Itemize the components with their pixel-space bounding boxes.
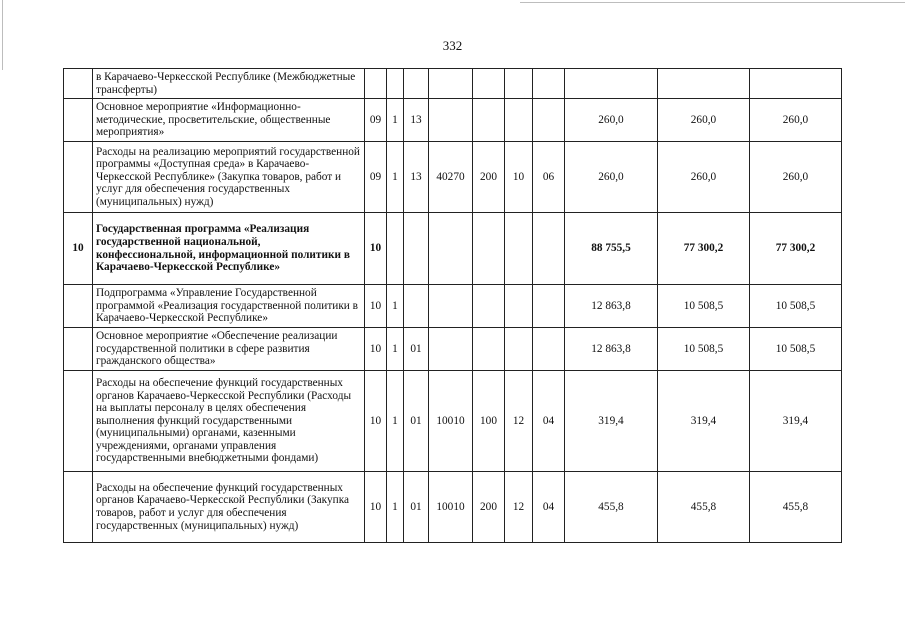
code-direction	[429, 69, 473, 99]
row-description: Расходы на обеспечение функций государственных органов Карачаево-Черкесской Республики (Расходы на выплаты персоналу в целях обеспечения выполнения функций государственными (муниципальными) органами, казенными учреждениями, органами управления государственными внебюджетными фондами)	[93, 371, 365, 472]
row-description: Расходы на обеспечение функций государственных органов Карачаево-Черкесской Республики (Закупка товаров, работ и услуг для обеспечения государственных (муниципальных) нужд)	[93, 472, 365, 543]
code-main-measure	[404, 69, 429, 99]
code-expense-type	[473, 328, 505, 371]
amount-year-1: 88 755,5	[565, 213, 658, 285]
table-row	[64, 371, 842, 472]
page-number: 332	[442, 38, 463, 53]
code-main-measure: 01	[404, 371, 429, 472]
code-program: 10	[365, 472, 387, 543]
code-subprogram: 1	[387, 472, 404, 543]
table-row	[64, 472, 842, 543]
amount-year-3: 10 508,5	[750, 285, 842, 328]
code-section	[505, 285, 533, 328]
row-description: Подпрограмма «Управление Государственной программой «Реализация государственной политики в Карачаево-Черкесской Республике»	[93, 285, 365, 328]
code-program: 10	[365, 328, 387, 371]
code-subsection	[533, 213, 565, 285]
amount-year-2: 260,0	[658, 99, 750, 142]
code-subsection	[533, 328, 565, 371]
code-main-measure: 01	[404, 472, 429, 543]
code-subprogram: 1	[387, 285, 404, 328]
code-expense-type	[473, 285, 505, 328]
code-expense-type	[473, 69, 505, 99]
table-row	[64, 69, 842, 99]
code-program: 09	[365, 99, 387, 142]
code-section: 12	[505, 472, 533, 543]
code-subprogram: 1	[387, 371, 404, 472]
row-description: в Карачаево-Черкесской Республике (Межбюджетные трансферты)	[93, 69, 365, 99]
code-section	[505, 69, 533, 99]
code-subsection: 06	[533, 142, 565, 213]
code-expense-type: 200	[473, 472, 505, 543]
amount-year-2: 319,4	[658, 371, 750, 472]
amount-year-3: 319,4	[750, 371, 842, 472]
row-number	[64, 328, 93, 371]
amount-year-1: 260,0	[565, 99, 658, 142]
code-direction: 10010	[429, 371, 473, 472]
code-section: 12	[505, 371, 533, 472]
amount-year-3: 260,0	[750, 99, 842, 142]
row-description: Расходы на реализацию мероприятий государственной программы «Доступная среда» в Карачаево-Черкесской Республике» (Закупка товаров, работ и услуг для обеспечения государственных (муниципальных) нужд)	[93, 142, 365, 213]
amount-year-3: 260,0	[750, 142, 842, 213]
budget-table-body	[64, 69, 842, 543]
row-description: Основное мероприятие «Информационно-методические, просветительские, общественные мероприятия»	[93, 99, 365, 142]
code-expense-type: 200	[473, 142, 505, 213]
row-description: Основное мероприятие «Обеспечение реализации государственной политики в сфере развития гражданского общества»	[93, 328, 365, 371]
amount-year-1: 455,8	[565, 472, 658, 543]
code-expense-type: 100	[473, 371, 505, 472]
code-subsection	[533, 99, 565, 142]
code-program	[365, 69, 387, 99]
code-subsection: 04	[533, 472, 565, 543]
row-number	[64, 69, 93, 99]
amount-year-1: 260,0	[565, 142, 658, 213]
code-direction	[429, 213, 473, 285]
amount-year-3: 455,8	[750, 472, 842, 543]
code-program: 10	[365, 213, 387, 285]
code-expense-type	[473, 213, 505, 285]
amount-year-2: 77 300,2	[658, 213, 750, 285]
table-row	[64, 99, 842, 142]
budget-table	[63, 68, 842, 543]
code-section	[505, 213, 533, 285]
code-subprogram: 1	[387, 328, 404, 371]
amount-year-1: 12 863,8	[565, 285, 658, 328]
code-direction	[429, 99, 473, 142]
code-main-measure: 01	[404, 328, 429, 371]
amount-year-2: 260,0	[658, 142, 750, 213]
code-direction: 10010	[429, 472, 473, 543]
row-number	[64, 285, 93, 328]
amount-year-2: 10 508,5	[658, 328, 750, 371]
table-row	[64, 142, 842, 213]
scan-edge-line-left	[2, 0, 3, 70]
row-number	[64, 472, 93, 543]
code-direction: 40270	[429, 142, 473, 213]
code-program: 10	[365, 371, 387, 472]
amount-year-2: 455,8	[658, 472, 750, 543]
scan-edge-line-top	[520, 2, 905, 3]
amount-year-1: 319,4	[565, 371, 658, 472]
amount-year-1: 12 863,8	[565, 328, 658, 371]
row-number	[64, 142, 93, 213]
code-subsection: 04	[533, 371, 565, 472]
amount-year-2	[658, 69, 750, 99]
amount-year-3: 77 300,2	[750, 213, 842, 285]
code-subsection	[533, 69, 565, 99]
code-section	[505, 99, 533, 142]
code-subprogram	[387, 69, 404, 99]
code-main-measure	[404, 285, 429, 328]
code-subprogram: 1	[387, 142, 404, 213]
code-subsection	[533, 285, 565, 328]
code-section: 10	[505, 142, 533, 213]
code-program: 09	[365, 142, 387, 213]
row-number	[64, 99, 93, 142]
table-row-program-header	[64, 213, 842, 285]
code-subprogram: 1	[387, 99, 404, 142]
code-direction	[429, 285, 473, 328]
row-number: 10	[64, 213, 93, 285]
amount-year-3	[750, 69, 842, 99]
row-description: Государственная программа «Реализация государственной национальной, конфессиональной, информационной политики в Карачаево-Черкесской Республике»	[93, 213, 365, 285]
amount-year-2: 10 508,5	[658, 285, 750, 328]
code-section	[505, 328, 533, 371]
code-subprogram	[387, 213, 404, 285]
table-row	[64, 285, 842, 328]
code-program: 10	[365, 285, 387, 328]
code-main-measure: 13	[404, 99, 429, 142]
row-number	[64, 371, 93, 472]
code-main-measure	[404, 213, 429, 285]
amount-year-3: 10 508,5	[750, 328, 842, 371]
code-main-measure: 13	[404, 142, 429, 213]
code-expense-type	[473, 99, 505, 142]
amount-year-1	[565, 69, 658, 99]
table-row	[64, 328, 842, 371]
code-direction	[429, 328, 473, 371]
